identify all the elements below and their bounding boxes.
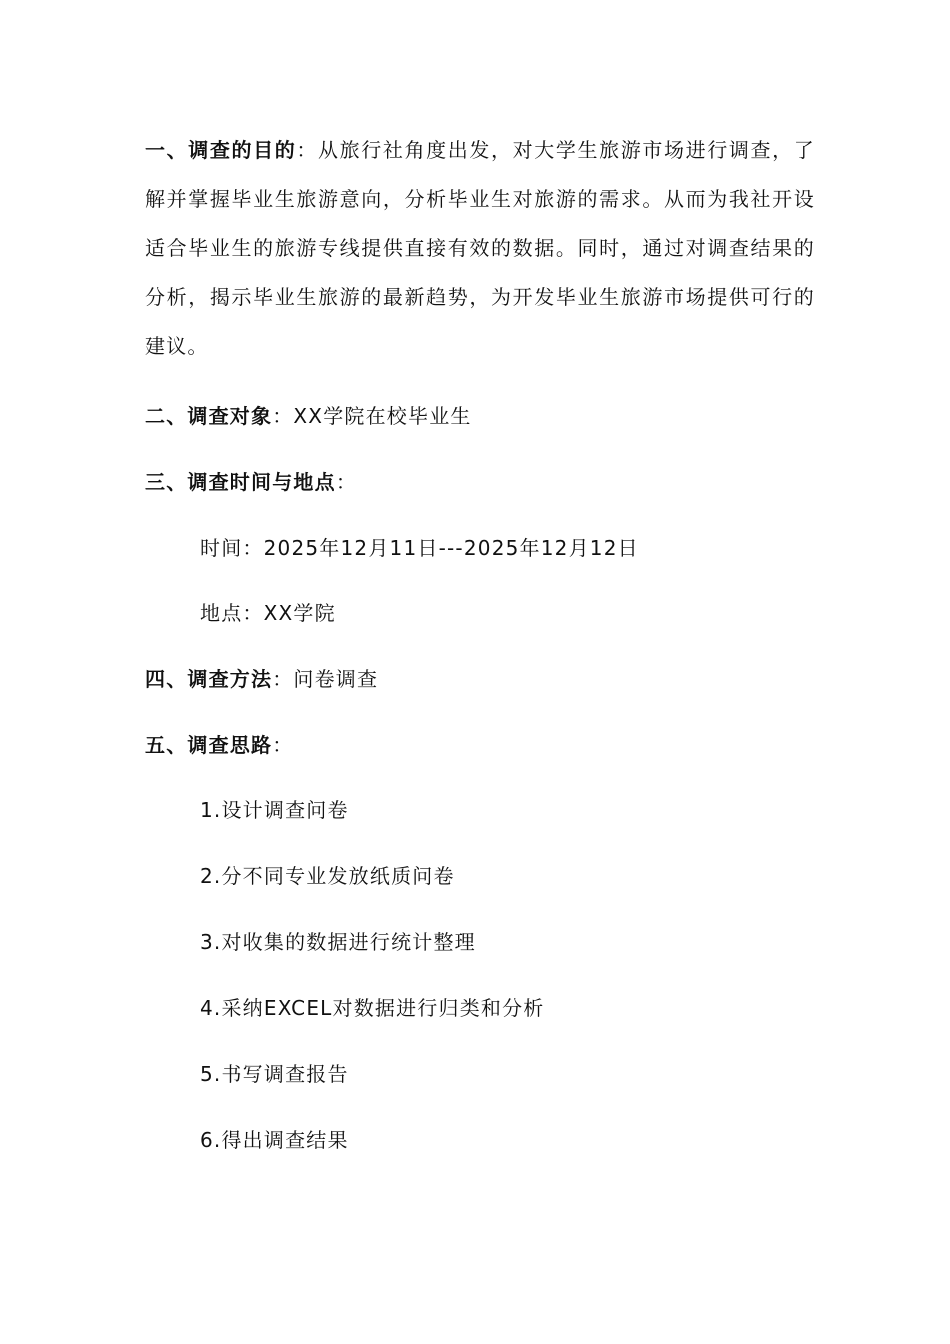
purpose-separator: ： bbox=[296, 138, 319, 162]
method-line bbox=[145, 665, 378, 693]
method-text: 问卷调查 bbox=[293, 667, 379, 691]
target-line bbox=[145, 402, 472, 430]
approach-step-1: 1.设计调查问卷 bbox=[200, 798, 349, 822]
time-place-line bbox=[145, 468, 357, 496]
place-line: 地点：XX学院 bbox=[200, 601, 336, 625]
purpose-paragraph bbox=[145, 126, 815, 371]
approach-heading: 五、调查思路 bbox=[145, 733, 273, 757]
approach-step-2: 2.分不同专业发放纸质问卷 bbox=[200, 864, 455, 888]
time-place-separator: ： bbox=[335, 470, 358, 494]
purpose-text: 从旅行社角度出发，对大学生旅游市场进行调查，了解并掌握毕业生旅游意向，分析毕业生对旅游的需求。从而为我社开设适合毕业生的旅游专线提供直接有效的数据。同时，通过对调查结果的分析，揭示毕业生旅游的最新趋势，为开发毕业生旅游市场提供可行的建议。 bbox=[145, 138, 816, 358]
approach-step-5: 5.书写调查报告 bbox=[200, 1062, 349, 1086]
time-place-heading: 三、调查时间与地点 bbox=[145, 470, 336, 494]
method-heading: 四、调查方法 bbox=[145, 667, 273, 691]
time-line: 时间：2025年12月11日---2025年12月12日 bbox=[200, 536, 639, 560]
target-separator: ： bbox=[272, 404, 294, 428]
approach-step-3: 3.对收集的数据进行统计整理 bbox=[200, 930, 476, 954]
purpose-heading: 一、调查的目的 bbox=[145, 138, 297, 162]
approach-step-6: 6.得出调查结果 bbox=[200, 1128, 349, 1152]
target-heading: 二、调查对象 bbox=[145, 404, 273, 428]
approach-line bbox=[145, 731, 293, 759]
approach-separator: ： bbox=[272, 733, 294, 757]
approach-step-4: 4.采纳EXCEL对数据进行归类和分析 bbox=[200, 996, 545, 1020]
method-separator: ： bbox=[272, 667, 294, 691]
target-text: XX学院在校毕业生 bbox=[293, 404, 472, 428]
